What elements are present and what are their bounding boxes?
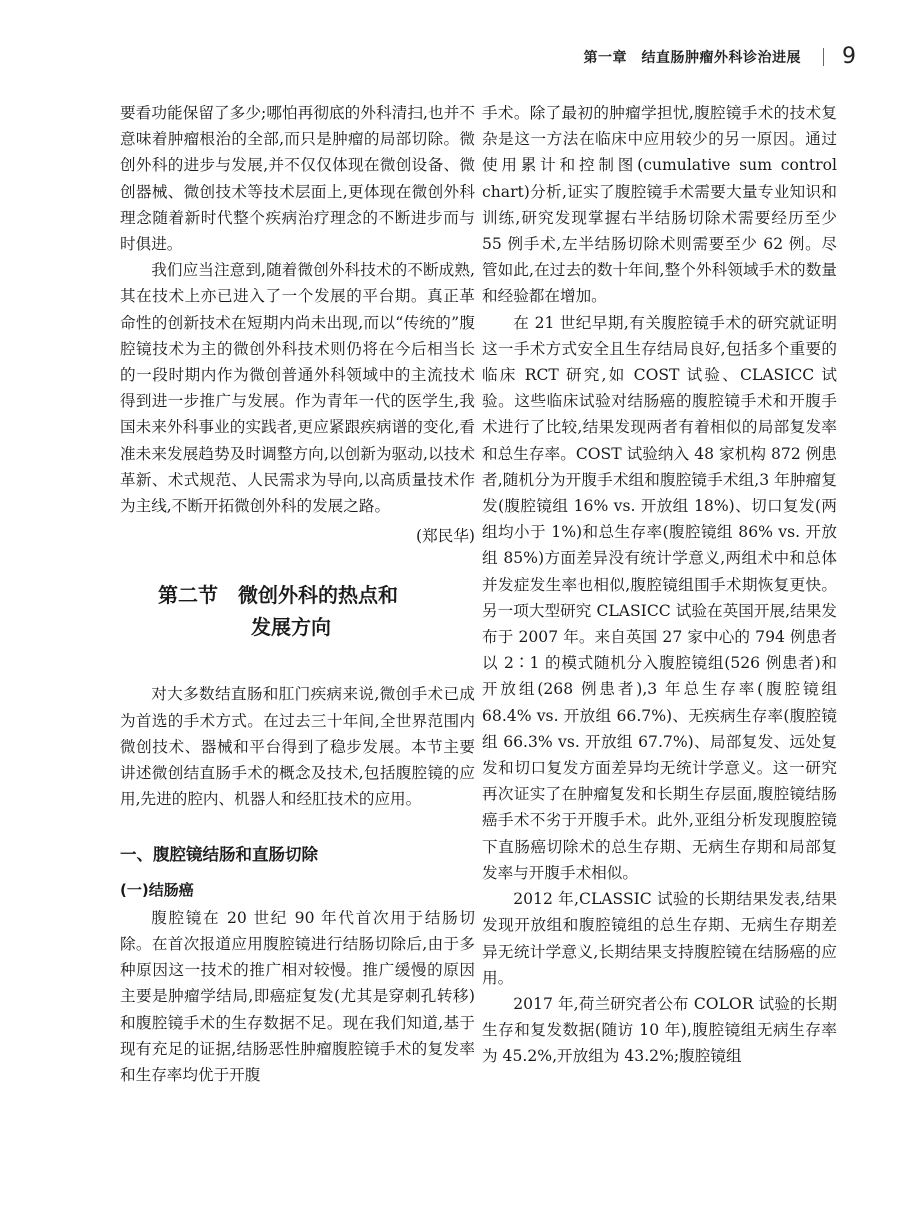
sub-subsection-heading: (一)结肠癌 bbox=[120, 880, 194, 899]
paragraph: 我们应当注意到,随着微创外科技术的不断成熟,其在技术上亦已进入了一个发展的平台期。真正革命性的创新技术在短期内尚未出现,而以“传统的”腹腔镜技术为主的微创外科技术则仍将在今后相当长的一段时期内作为微创普通外科领域中的主流技术得到进一步推广与发展。作为青年一代的医学生,我国未来外科事业的实践者,更应紧跟疾病谱的变化,看准未来发展趋势及时调整方向,以创新为驱动,以技术革新、术式规范、人民需求为导向,以高质量技术作为主线,不断开拓微创外科的发展之路。 bbox=[120, 261, 475, 516]
paragraph: 手术。除了最初的肿瘤学担忧,腹腔镜手术的技术复杂是这一方法在临床中应用较少的另一原因。通过使用累计和控制图(cumulative sum control chart)分析,证实了腹腔镜手术需要大量专业知识和训练,研究发现掌握右半结肠切除术需要经历至少 55 例手术,左半结肠切除术则需要至少 62 例。尽管如此,在过去的数十年间,整个外科领域手术的数量和经验都在增加。 bbox=[482, 104, 837, 306]
header-divider bbox=[823, 48, 824, 66]
section-title-line: 发展方向 bbox=[251, 615, 331, 640]
section-title-line: 第二节 微创外科的热点和 bbox=[158, 583, 398, 608]
subsection-heading: 一、腹腔镜结肠和直肠切除 bbox=[120, 845, 318, 865]
right-column bbox=[482, 100, 837, 1070]
paragraph: 2012 年,CLASSIC 试验的长期结果发表,结果发现开放组和腹腔镜组的总生存期、无病生存期差异无统计学意义,长期结果支持腹腔镜在结肠癌的应用。 bbox=[482, 890, 837, 987]
section-title bbox=[120, 579, 475, 643]
paragraph: 要看功能保留了多少;哪怕再彻底的外科清扫,也并不意味着肿瘤根治的全部,而只是肿瘤的局部切除。微创外科的进步与发展,并不仅仅体现在微创设备、微创器械、微创技术等技术层面上,更体现在微创外科理念随着新时代整个疾病治疗理念的不断进步而与时俱进。 bbox=[120, 104, 475, 254]
paragraph: 腹腔镜在 20 世纪 90 年代首次用于结肠切除。在首次报道应用腹腔镜进行结肠切除后,由于多种原因这一技术的推广相对较慢。推广缓慢的原因主要是肿瘤学结局,即癌症复发(尤其是穿刺孔转移)和腹腔镜手术的生存数据不足。现在我们知道,基于现有充足的证据,结肠恶性肿瘤腹腔镜手术的复发率和生存率均优于开腹 bbox=[120, 908, 475, 1085]
paragraph: 在 21 世纪早期,有关腹腔镜手术的研究就证明这一手术方式安全且生存结局良好,包括多个重要的临床 RCT 研究,如 COST 试验、CLASICC 试验。这些临床试验对结肠癌的腹腔镜手术和开腹手术进行了比较,结果发现两者有着相似的局部复发率和总生存率。COST 试验纳入 48 家机构 872 例患者,随机分为开腹手术组和腹腔镜手术组,3 年肿瘤复发(腹腔镜组 16% vs. 开放组 18%)、切口复发(两组均小于 1%)和总生存率(腹腔镜组 86% vs. 开放组 85%)方面差异没有统计学意义,两组术中和总体并发症发生率也相似,腹腔镜组围手术期恢复更快。另一项大型研究 CLASICC 试验在英国开展,结果发布于 2007 年。来自英国 27 家中心的 794 例患者以 2∶1 的模式随机分入腹腔镜组(526 例患者)和开放组(268 例患者),3 年总生存率(腹腔镜组 68.4% vs. 开放组 66.7%)、无疾病生存率(腹腔镜组 66.3% vs. 开放组 67.7%)、局部复发、远处复发和切口复发方面差异均无统计学意义。这一研究再次证实了在肿瘤复发和长期生存层面,腹腔镜结肠癌手术不劣于开腹手术。此外,亚组分析发现腹腔镜下直肠癌切除术的总生存期、无病生存期和局部复发率与开腹手术相似。 bbox=[482, 313, 837, 882]
paragraph: 2017 年,荷兰研究者公布 COLOR 试验的长期生存和复发数据(随访 10 年),腹腔镜组无病生存率为 45.2%,开放组为 43.2%;腹腔镜组 bbox=[482, 994, 837, 1066]
page-number: 9 bbox=[842, 44, 856, 69]
chapter-title: 第一章 结直肠肿瘤外科诊治进展 bbox=[583, 49, 801, 66]
author-signature: (郑民华) bbox=[416, 527, 475, 546]
paragraph: 对大多数结直肠和肛门疾病来说,微创手术已成为首选的手术方式。在过去三十年间,全世界范围内微创技术、器械和平台得到了稳步发展。本节主要讲述微创结直肠手术的概念及技术,包括腹腔镜的应用,先进的腔内、机器人和经肛技术的应用。 bbox=[120, 685, 475, 809]
left-column bbox=[120, 100, 475, 1088]
running-header bbox=[584, 44, 857, 69]
